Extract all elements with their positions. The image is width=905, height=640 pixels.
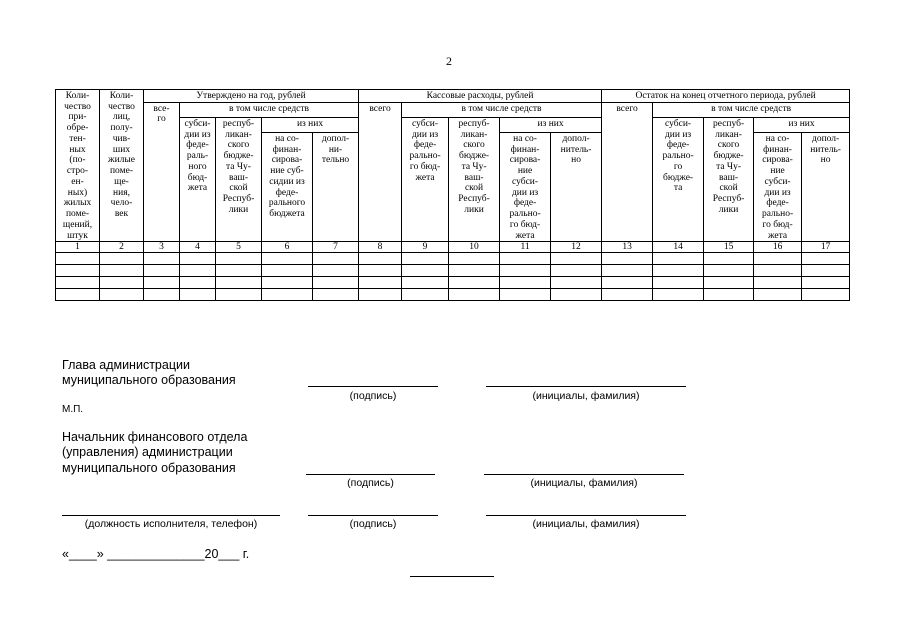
report-table: [55, 89, 850, 301]
header-republic-cash: респуб- ликан- ского бюдже- та Чу- ваш- ской Респуб- лики: [449, 117, 500, 241]
header-subsidy-fed-balance: субси- дии из феде- рально- го бюдже- та: [653, 117, 704, 241]
header-balance: Остаток на конец отчетного периода, рублей: [602, 90, 850, 103]
header-cofin-cash: на со- финан- сирова- ние субси- дии из феде- рально- го бюд- жета: [500, 132, 551, 241]
finance-initials-line: [484, 474, 684, 475]
column-number: 3: [144, 242, 180, 253]
table-row: [56, 289, 850, 301]
head-initials-caption: (инициалы, фамилия): [532, 390, 640, 402]
header-extra-balance: допол- нитель- но: [802, 132, 850, 241]
column-number: 10: [449, 242, 500, 253]
header-extra-approved: допол- ни- тельно: [313, 132, 359, 241]
header-republic-approved: респуб- ликан- ского бюдже- та Чу- ваш- ской Респуб- лики: [216, 117, 262, 241]
page-number: 2: [446, 54, 452, 68]
column-number: 14: [653, 242, 704, 253]
column-number: 4: [180, 242, 216, 253]
column-number: 9: [402, 242, 449, 253]
column-number: 15: [704, 242, 754, 253]
column-number: 12: [551, 242, 602, 253]
column-number: 11: [500, 242, 551, 253]
header-subsidy-fed-approved: субси- дии из феде- раль- ного бюд- жета: [180, 117, 216, 241]
header-subsidy-fed-cash: субси- дии из феде- рально- го бюд- жета: [402, 117, 449, 241]
finance-signature-line: [306, 474, 435, 475]
head-signature-caption: (подпись): [349, 390, 397, 402]
head-title: Глава администрации муниципального образования: [62, 358, 236, 388]
executor-line: [62, 515, 280, 516]
header-incl-cash: в том числе средств: [402, 102, 602, 117]
header-of-them-cash: из них: [500, 117, 602, 132]
header-approved: Утверждено на год, рублей: [144, 90, 359, 103]
column-number: 17: [802, 242, 850, 253]
finance-title: Начальник финансового отдела (управления) администрации муниципального образования: [62, 430, 248, 475]
column-number-row: [56, 242, 850, 253]
header-cash-expenses: Кассовые расходы, рублей: [359, 90, 602, 103]
table-row: [56, 253, 850, 265]
header-of-them-balance: из них: [754, 117, 850, 132]
head-initials-line: [486, 386, 686, 387]
executor-caption: (должность исполнителя, телефон): [84, 518, 258, 530]
executor-initials-caption: (инициалы, фамилия): [532, 518, 640, 530]
header-incl-balance: в том числе средств: [653, 102, 850, 117]
column-number: 5: [216, 242, 262, 253]
column-number: 2: [100, 242, 144, 253]
header-total-cash: всего: [359, 102, 402, 242]
column-number: 8: [359, 242, 402, 253]
header-incl-approved: в том числе средств: [180, 102, 359, 117]
head-signature-line: [308, 386, 438, 387]
executor-signature-line: [308, 515, 438, 516]
column-number: 1: [56, 242, 100, 253]
header-total-approved: все- го: [144, 102, 180, 242]
header-cofin-approved: на со- финан- сирова- ние суб- сидии из феде- рального бюджета: [262, 132, 313, 241]
column-number: 7: [313, 242, 359, 253]
executor-signature-caption: (подпись): [349, 518, 397, 530]
table-row: [56, 277, 850, 289]
column-number: 16: [754, 242, 802, 253]
date-line: «____» ______________20___ г.: [62, 547, 250, 561]
header-count-premises: Коли- чество при- обре- тен- ных (по- стро- ен- ных) жилых поме- щений, штук: [56, 90, 100, 242]
finance-signature-caption: (подпись): [347, 477, 394, 489]
footer-rule: [410, 576, 494, 577]
header-of-them-approved: из них: [262, 117, 359, 132]
column-number: 13: [602, 242, 653, 253]
header-count-persons: Коли- чество лиц, полу- чив- ших жилые поме- ще- ния, чело- век: [100, 90, 144, 242]
finance-initials-caption: (инициалы, фамилия): [530, 477, 638, 489]
stamp-place: М.П.: [62, 404, 84, 415]
header-total-balance: всего: [602, 102, 653, 242]
table-row: [56, 265, 850, 277]
header-republic-balance: респуб- ликан- ского бюдже- та Чу- ваш- ской Респуб- лики: [704, 117, 754, 241]
executor-initials-line: [486, 515, 686, 516]
header-cofin-balance: на со- финан- сирова- ние субси- дии из феде- рально- го бюд- жета: [754, 132, 802, 241]
column-number: 6: [262, 242, 313, 253]
header-extra-cash: допол- нитель- но: [551, 132, 602, 241]
